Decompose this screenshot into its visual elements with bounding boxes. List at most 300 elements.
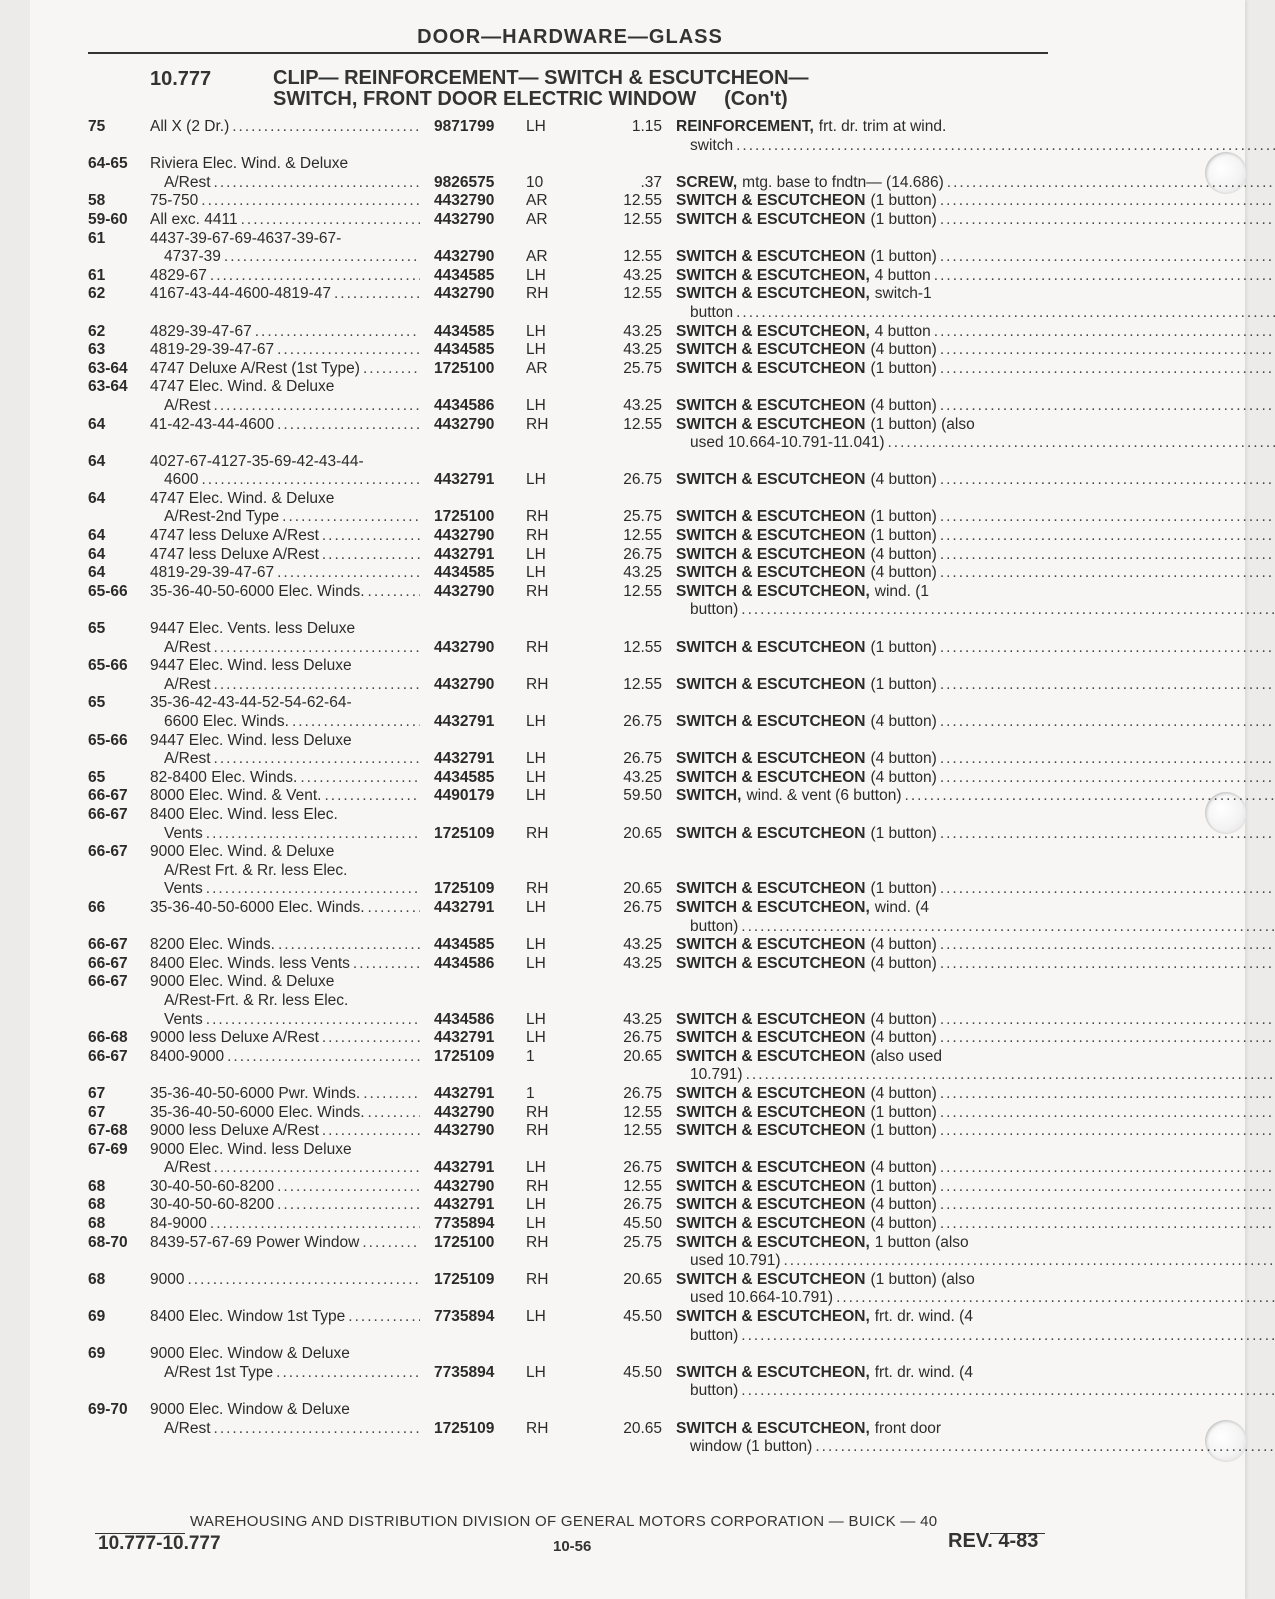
table-row [88, 490, 1048, 527]
model-year: 65 [88, 694, 106, 712]
part-price: 12.55 [623, 582, 662, 600]
part-price: 12.55 [623, 1103, 662, 1121]
part-code: LH [526, 1159, 546, 1177]
model-year: 64 [88, 545, 106, 563]
leader-dots [940, 1029, 1275, 1048]
part-name-detail: front door [874, 1419, 942, 1437]
leader-dots [224, 248, 420, 267]
part-name-bold: SWITCH & ESCUTCHEON, [676, 1363, 870, 1381]
part-name-bold: SWITCH & ESCUTCHEON [676, 359, 866, 377]
model-description [150, 806, 420, 843]
part-name [676, 1085, 1275, 1104]
leader-dots [187, 1271, 420, 1290]
leader-dots [741, 601, 1275, 620]
model-description [150, 1141, 420, 1178]
table-row [88, 1104, 1048, 1123]
model-year: 65-66 [88, 582, 128, 600]
part-price: 12.55 [623, 675, 662, 693]
part-name [676, 1215, 1275, 1234]
leader-dots [348, 1308, 420, 1327]
description-text: 9000 Elec. Wind. & Deluxe [150, 843, 335, 861]
model-description [150, 527, 420, 546]
part-price: 45.50 [623, 1215, 662, 1233]
part-name-detail: 4 button [874, 266, 931, 284]
part-code: AR [526, 248, 548, 266]
description-text: 8400 Elec. Winds. less Vents [150, 954, 350, 972]
leader-dots [940, 397, 1275, 416]
model-description [150, 564, 420, 583]
part-code: RH [526, 1270, 549, 1288]
description-text: A/Rest [164, 638, 211, 656]
model-year: 63 [88, 341, 106, 359]
part-code: AR [526, 210, 548, 228]
section-title [273, 68, 809, 110]
part-number: 1725109 [434, 1419, 495, 1437]
description-text: Riviera Elec. Wind. & Deluxe [150, 155, 349, 173]
part-name-detail: (1 button) (also [870, 1270, 975, 1288]
leader-dots [940, 713, 1275, 732]
part-code: LH [526, 954, 546, 972]
model-description [150, 1122, 420, 1141]
part-number: 4432790 [434, 1122, 495, 1140]
description-text: 8000 Elec. Wind. & Vent. [150, 787, 322, 805]
model-year: 67-68 [88, 1122, 128, 1140]
part-price: 26.75 [623, 471, 662, 489]
part-code: LH [526, 750, 546, 768]
part-name-detail: (4 button) [870, 1159, 937, 1177]
part-name-detail: 4 button [874, 322, 931, 340]
leader-dots [940, 1178, 1275, 1197]
table-row [88, 546, 1048, 565]
part-name [676, 583, 1275, 620]
leader-dots [214, 174, 420, 193]
model-description [150, 453, 420, 490]
table-row [88, 843, 1048, 899]
leader-dots [277, 341, 420, 360]
part-price: 12.55 [623, 285, 662, 303]
table-row [88, 378, 1048, 415]
section-title-line-2: SWITCH, FRONT DOOR ELECTRIC WINDOW (Con't) [273, 88, 788, 110]
part-name-continuation: switch [690, 136, 734, 154]
part-price: 25.75 [623, 1233, 662, 1251]
part-name-detail: frt. dr. wind. (4 [874, 1308, 973, 1326]
part-number: 9871799 [434, 118, 495, 135]
part-number: 4432790 [434, 638, 495, 656]
part-name-bold: SWITCH & ESCUTCHEON, [676, 285, 870, 303]
model-description [150, 192, 420, 211]
table-row [88, 1178, 1048, 1197]
leader-dots [282, 508, 420, 527]
table-row [88, 1271, 1048, 1308]
leader-dots [746, 1066, 1275, 1085]
leader-dots [940, 825, 1275, 844]
leader-dots [322, 527, 420, 546]
leader-dots [940, 1104, 1275, 1123]
model-description [150, 620, 420, 657]
part-name [676, 285, 1275, 322]
leader-dots [277, 416, 420, 435]
part-name [676, 1122, 1275, 1141]
part-name [676, 360, 1275, 379]
leader-dots [940, 1196, 1275, 1215]
part-name-continuation: button) [690, 1382, 739, 1400]
leader-dots [324, 787, 420, 806]
leader-dots [887, 434, 1275, 453]
leader-dots [292, 713, 420, 732]
footer-group-range: 10.777-10.777 [98, 1533, 221, 1554]
part-name-detail: (4 button) [870, 564, 937, 582]
description-text: A/Rest [164, 396, 211, 414]
model-description [150, 973, 420, 1029]
description-text [150, 434, 154, 453]
part-name-bold: SWITCH & ESCUTCHEON [676, 1010, 866, 1028]
part-name [676, 211, 1275, 230]
part-name-bold: SWITCH & ESCUTCHEON, [676, 898, 870, 916]
part-price: 45.50 [623, 1308, 662, 1326]
leader-dots [940, 880, 1275, 899]
table-row [88, 620, 1048, 657]
leader-dots [940, 192, 1275, 211]
part-code: AR [526, 359, 548, 377]
part-code: RH [526, 1122, 549, 1140]
model-description [150, 694, 420, 731]
description-text: 41-42-43-44-4600 [150, 415, 275, 433]
part-code: LH [526, 471, 546, 489]
part-name-detail: (1 button) [870, 638, 937, 656]
part-name [676, 416, 1275, 453]
description-text: 9000 Elec. Window & Deluxe [150, 1345, 350, 1363]
model-year: 58 [88, 192, 106, 210]
part-name [676, 1048, 1275, 1085]
part-name-bold: SWITCH & ESCUTCHEON [676, 1270, 866, 1288]
part-name-bold: SWITCH & ESCUTCHEON, [676, 1233, 870, 1251]
part-code: LH [526, 322, 546, 340]
model-description [150, 546, 420, 565]
part-number: 7735894 [434, 1308, 495, 1326]
leader-dots [322, 1029, 420, 1048]
description-text: Vents [164, 1010, 203, 1028]
part-code: RH [526, 1233, 549, 1251]
part-number: 4434585 [434, 322, 495, 340]
leader-dots [934, 323, 1275, 342]
part-number: 7735894 [434, 1363, 495, 1381]
part-number: 4432791 [434, 750, 495, 768]
part-name-bold: SWITCH & ESCUTCHEON [676, 1122, 866, 1140]
table-row [88, 1141, 1048, 1178]
part-name [676, 192, 1275, 211]
part-number: 1725100 [434, 359, 495, 377]
description-text: 4737-39 [164, 248, 221, 266]
part-name-detail: (1 button) [870, 1177, 937, 1195]
part-number: 4432791 [434, 1084, 495, 1102]
leader-dots [368, 1104, 420, 1123]
model-year: 69 [88, 1345, 106, 1363]
model-description [150, 583, 420, 620]
leader-dots [940, 471, 1275, 490]
model-year: 61 [88, 229, 106, 247]
part-name [676, 1308, 1275, 1345]
part-name-bold: SWITCH & ESCUTCHEON [676, 545, 866, 563]
part-name-bold: SWITCH & ESCUTCHEON, [676, 1419, 870, 1437]
part-name-bold: SWITCH & ESCUTCHEON [676, 471, 866, 489]
model-year: 66-67 [88, 936, 128, 954]
leader-dots [214, 639, 420, 658]
part-number: 1725109 [434, 1270, 495, 1288]
part-name [676, 118, 1275, 155]
part-price: 43.25 [623, 954, 662, 972]
leader-dots [940, 527, 1275, 546]
description-text: 4829-39-47-67 [150, 322, 252, 340]
part-number: 4432790 [434, 210, 495, 228]
description-text: 8439-57-67-69 Power Window [150, 1233, 360, 1251]
description-text: 4027-67-4127-35-69-42-43-44- [150, 452, 364, 470]
part-code: AR [526, 192, 548, 210]
part-name-bold: REINFORCEMENT, [676, 118, 814, 135]
model-year: 66-67 [88, 954, 128, 972]
model-year: 63-64 [88, 378, 128, 396]
model-year: 62 [88, 285, 106, 303]
part-code: 1 [526, 1047, 535, 1065]
part-code: LH [526, 787, 546, 805]
part-code: LH [526, 898, 546, 916]
model-description [150, 1401, 420, 1457]
part-name [676, 248, 1275, 267]
leader-dots [940, 639, 1275, 658]
part-number: 4432790 [434, 1103, 495, 1121]
part-number: 4432790 [434, 1177, 495, 1195]
part-name-detail: (1 button) [870, 359, 937, 377]
description-text [150, 1289, 154, 1308]
part-name-continuation: button) [690, 917, 739, 935]
part-name-detail: (4 button) [870, 545, 937, 563]
leader-dots [210, 1215, 420, 1234]
model-year: 75 [88, 118, 106, 135]
leader-dots [736, 137, 1275, 156]
part-number: 4432791 [434, 1029, 495, 1047]
description-text: 4819-29-39-47-67 [150, 564, 275, 582]
part-price: 20.65 [623, 1270, 662, 1288]
part-code: RH [526, 638, 549, 656]
table-row [88, 1215, 1048, 1234]
description-text: 9000 less Deluxe A/Rest [150, 1122, 319, 1140]
leader-dots [940, 546, 1275, 565]
table-row [88, 1048, 1048, 1085]
model-year: 64-65 [88, 155, 128, 173]
part-name-continuation: button) [690, 601, 739, 619]
table-row [88, 973, 1048, 1029]
description-text: 35-36-40-50-6000 Pwr. Winds. [150, 1084, 361, 1102]
leader-dots [784, 1252, 1275, 1271]
part-code: RH [526, 880, 549, 898]
description-text: Vents [164, 824, 203, 842]
model-year: 68 [88, 1215, 106, 1233]
part-code: LH [526, 396, 546, 414]
part-name-bold: SWITCH & ESCUTCHEON [676, 824, 866, 842]
part-name-detail: (4 button) [870, 713, 937, 730]
part-name-detail: (1 button) [870, 192, 937, 210]
part-name-detail: wind. (1 [874, 582, 930, 600]
leader-dots [940, 341, 1275, 360]
part-code: LH [526, 1363, 546, 1381]
model-description [150, 732, 420, 769]
part-name-continuation: button [690, 303, 734, 321]
description-text: 4167-43-44-4600-4819-47 [150, 285, 331, 303]
part-name-bold: SWITCH & ESCUTCHEON [676, 248, 866, 266]
model-year: 66-67 [88, 973, 128, 991]
table-row [88, 732, 1048, 769]
part-name-detail: (4 button) [870, 954, 937, 972]
part-name [676, 1029, 1275, 1048]
model-year: 59-60 [88, 210, 128, 228]
part-price: 26.75 [623, 1196, 662, 1214]
model-description [150, 211, 420, 230]
description-text: 9000 Elec. Wind. & Deluxe [150, 973, 335, 991]
part-code: RH [526, 582, 549, 600]
model-description [150, 341, 420, 360]
description-text: 4437-39-67-69-4637-39-67- [150, 229, 342, 247]
part-name-detail: (4 button) [870, 471, 937, 489]
part-price: 12.55 [623, 1122, 662, 1140]
table-row [88, 1085, 1048, 1104]
model-year: 68 [88, 1177, 106, 1195]
model-description [150, 899, 420, 936]
model-year: 67 [88, 1084, 106, 1102]
part-price: 26.75 [623, 1159, 662, 1177]
part-name-detail: (4 button) [870, 1196, 937, 1214]
leader-dots [934, 267, 1275, 286]
part-name-bold: SWITCH & ESCUTCHEON [676, 1177, 866, 1195]
leader-dots [300, 769, 420, 788]
description-text: A/Rest [164, 1159, 211, 1177]
leader-dots [940, 211, 1275, 230]
leader-dots [815, 1438, 1275, 1457]
part-code: LH [526, 545, 546, 563]
part-name-bold: SWITCH & ESCUTCHEON [676, 341, 866, 359]
description-text: 9000 Elec. Wind. less Deluxe [150, 1140, 352, 1158]
part-price: 12.55 [623, 527, 662, 545]
model-description [150, 1104, 420, 1123]
model-year: 65 [88, 620, 106, 638]
table-row [88, 583, 1048, 620]
footer-publisher-line: WAREHOUSING AND DISTRIBUTION DIVISION OF GENERAL MOTORS CORPORATION — BUICK — 40 [190, 1513, 938, 1530]
leader-dots [940, 1159, 1275, 1178]
description-text: 35-36-40-50-6000 Elec. Winds. [150, 1103, 365, 1121]
part-name-detail: (4 button) [870, 1084, 937, 1102]
part-name-bold: SWITCH & ESCUTCHEON, [676, 582, 870, 600]
part-name-detail: (1 button) [870, 248, 937, 266]
part-name-detail: switch-1 [874, 285, 932, 303]
description-text: All X (2 Dr.) [150, 118, 230, 135]
part-price: 59.50 [623, 787, 662, 805]
table-row [88, 787, 1048, 806]
leader-dots [232, 118, 420, 137]
leader-dots [214, 397, 420, 416]
part-name-bold: SWITCH & ESCUTCHEON [676, 713, 866, 730]
part-name [676, 880, 1275, 899]
part-price: 26.75 [623, 1029, 662, 1047]
part-number: 4432790 [434, 527, 495, 545]
part-price: 26.75 [623, 1084, 662, 1102]
part-name-detail: (also used [870, 1047, 942, 1065]
leader-dots [277, 1196, 420, 1215]
part-code: LH [526, 1308, 546, 1326]
model-year: 66-67 [88, 843, 128, 861]
description-text [150, 304, 154, 323]
part-name-bold: SWITCH & ESCUTCHEON [676, 508, 866, 526]
model-description [150, 1029, 420, 1048]
part-name-bold: SWITCH & ESCUTCHEON [676, 880, 866, 898]
part-code: RH [526, 285, 549, 303]
model-description [150, 1234, 420, 1271]
part-name [676, 508, 1275, 527]
description-text: 9447 Elec. Wind. less Deluxe [150, 657, 352, 675]
table-row [88, 564, 1048, 583]
part-price: 26.75 [623, 750, 662, 768]
part-name-bold: SWITCH & ESCUTCHEON [676, 527, 866, 545]
part-name-bold: SWITCH & ESCUTCHEON [676, 936, 866, 954]
part-name-bold: SWITCH & ESCUTCHEON [676, 396, 866, 414]
table-row [88, 192, 1048, 211]
part-name [676, 527, 1275, 546]
description-text: 6600 Elec. Winds. [164, 713, 289, 730]
table-row [88, 267, 1048, 286]
description-text: 82-8400 Elec. Winds. [150, 768, 298, 786]
part-name-detail: (1 button) [870, 527, 937, 545]
description-text: 8200 Elec. Winds. [150, 936, 275, 954]
part-name-detail: (1 button) [870, 675, 937, 693]
table-row [88, 285, 1048, 322]
part-name [676, 397, 1275, 416]
part-name [676, 1196, 1275, 1215]
part-price: 26.75 [623, 713, 662, 730]
part-price: 43.25 [623, 936, 662, 954]
part-number: 1725100 [434, 1233, 495, 1251]
part-name-detail: frt. dr. wind. (4 [874, 1363, 973, 1381]
model-year: 64 [88, 489, 106, 507]
leader-dots [905, 787, 1275, 806]
leader-dots [210, 267, 420, 286]
part-number: 4432791 [434, 1159, 495, 1177]
model-year: 68-70 [88, 1233, 128, 1251]
part-price: 12.55 [623, 415, 662, 433]
model-year: 63-64 [88, 359, 128, 377]
leader-dots [940, 360, 1275, 379]
part-name-bold: SCREW, [676, 173, 738, 191]
part-price: 45.50 [623, 1363, 662, 1381]
leader-dots [940, 1085, 1275, 1104]
part-number: 4490179 [434, 787, 495, 805]
description-text: 4747 Deluxe A/Rest (1st Type) [150, 359, 360, 377]
model-description [150, 769, 420, 788]
model-year: 66-67 [88, 787, 128, 805]
description-text: 30-40-50-60-8200 [150, 1196, 275, 1214]
part-number: 4432790 [434, 192, 495, 210]
part-price: 43.25 [623, 564, 662, 582]
part-name-bold: SWITCH & ESCUTCHEON [676, 954, 866, 972]
part-name-detail: wind. & vent (6 button) [746, 787, 902, 805]
part-name-continuation: used 10.791) [690, 1252, 781, 1270]
table-row [88, 360, 1048, 379]
description-text: 8400 Elec. Wind. less Elec. [150, 805, 338, 823]
part-name-bold: SWITCH & ESCUTCHEON [676, 210, 866, 228]
model-description [150, 1308, 420, 1345]
part-number: 4434585 [434, 564, 495, 582]
part-name-bold: SWITCH & ESCUTCHEON [676, 1084, 866, 1102]
part-name [676, 564, 1275, 583]
leader-dots [322, 546, 420, 565]
leader-dots [363, 360, 420, 379]
model-year: 66 [88, 898, 106, 916]
